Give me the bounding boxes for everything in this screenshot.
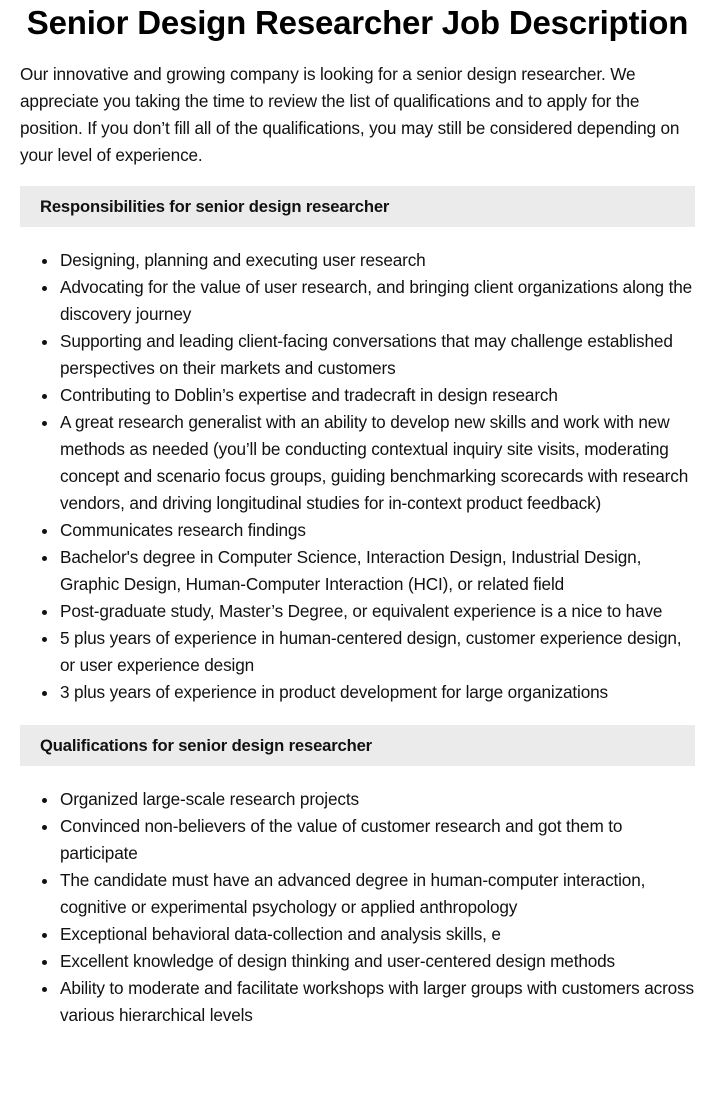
list-item: The candidate must have an advanced degree in human-computer interaction, cognitive or experimental psychology or applied anthropology	[60, 867, 695, 921]
intro-paragraph: Our innovative and growing company is looking for a senior design researcher. We appreciate you taking the time to review the list of qualifications and to apply for the position. If you don’t fill all of the qualifications, you may still be considered depending on your level of experience.	[20, 64, 680, 165]
list-item: Advocating for the value of user research, and bringing client organizations along the discovery journey	[60, 274, 695, 328]
responsibilities-header: Responsibilities for senior design researcher	[20, 186, 695, 227]
list-item: Bachelor's degree in Computer Science, Interaction Design, Industrial Design, Graphic Design, Human-Computer Interaction (HCI), or related field	[60, 544, 695, 598]
list-item: Excellent knowledge of design thinking and user-centered design methods	[60, 948, 695, 975]
list-item: A great research generalist with an ability to develop new skills and work with new methods as needed (you’ll be conducting contextual inquiry site visits, moderating concept and scenario focus groups, guiding benchmarking scorecards with research vendors, and driving longitudinal studies for in-context product feedback)	[60, 409, 695, 517]
list-item: Designing, planning and executing user research	[60, 247, 695, 274]
list-item: Post-graduate study, Master’s Degree, or equivalent experience is a nice to have	[60, 598, 695, 625]
qualifications-list	[20, 786, 695, 1029]
list-item: Communicates research findings	[60, 517, 695, 544]
page-title: Senior Design Researcher Job Description	[26, 4, 689, 41]
list-item: Ability to moderate and facilitate workshops with larger groups with customers across various hierarchical levels	[60, 975, 695, 1029]
list-item: Convinced non-believers of the value of customer research and got them to participate	[60, 813, 695, 867]
list-item: Exceptional behavioral data-collection and analysis skills, e	[60, 921, 695, 948]
list-item: 5 plus years of experience in human-centered design, customer experience design, or user experience design	[60, 625, 695, 679]
qualifications-header: Qualifications for senior design researcher	[20, 725, 695, 766]
list-item: Contributing to Doblin’s expertise and tradecraft in design research	[60, 382, 695, 409]
responsibilities-list	[20, 247, 695, 706]
list-item: Supporting and leading client-facing conversations that may challenge established perspectives on their markets and customers	[60, 328, 695, 382]
list-item: 3 plus years of experience in product development for large organizations	[60, 679, 695, 706]
list-item: Organized large-scale research projects	[60, 786, 695, 813]
